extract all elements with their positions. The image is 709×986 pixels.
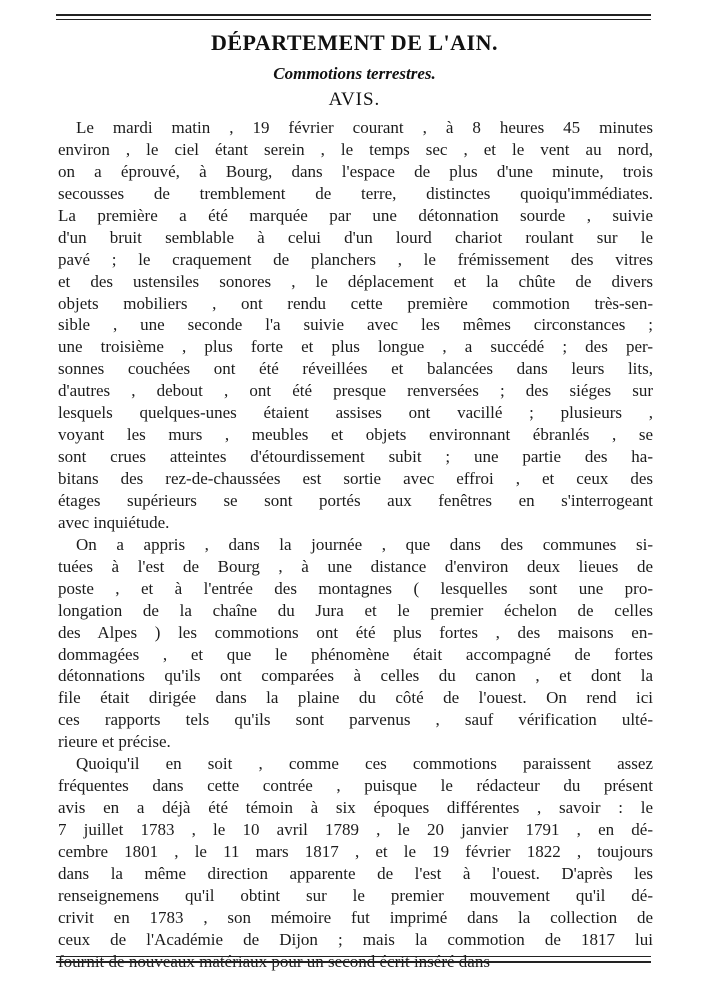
paragraph [58,117,653,534]
text-line: pavé ; le craquement de planchers , le frémissement des vitres [58,249,653,269]
text-line: objets mobiliers , ont rendu cette première commotion très-sen- [58,293,653,313]
text-line: rieure et précise. [58,732,171,752]
text-line: renseignemens qu'il obtint sur le premier mouvement qu'il dé- [58,885,653,905]
text-line: sont crues atteintes d'étourdissement subit ; une partie des ha- [58,447,653,467]
text-line: file était dirigée dans la plaine du côté de l'ouest. On rend ici [58,688,653,708]
top-rule [56,14,651,16]
text-line: 7 juillet 1783 , le 10 avril 1789 , le 20 janvier 1791 , en dé- [58,820,653,839]
text-line: ces rapports tels qu'ils sont parvenus , sauf vérification ulté- [58,710,653,730]
text-line: voyant les murs , meubles et objets environnant ébranlés , se [58,425,653,445]
text-line: Quoiqu'il en soit , comme ces commotions paraissent assez [76,754,653,774]
text-line: étages supérieurs se sont portés aux fenêtres en s'interrogeant [58,490,653,510]
text-line: avis en a déjà été témoin à six époques différentes , savoir : le [58,798,653,818]
text-line: sonnes couchées ont été réveillées et balancées dans leurs lits, [58,359,653,379]
text-line: longation de la chaîne du Jura et le premier échelon de celles [58,600,653,620]
text-line: tuées à l'est de Bourg , à une distance d'environ deux lieues de [58,556,653,576]
text-line: on a éprouvé, à Bourg, dans l'espace de plus d'une minute, trois [58,161,653,181]
text-line: secousses de tremblement de terre, distinctes quoiqu'immédiates. [58,183,653,203]
text-line: sible , une seconde l'a suivie avec les mêmes circonstances ; [58,315,653,335]
text-line: détonnations qu'ils ont comparées à celles du canon , et dont la [58,666,653,686]
text-line: Le mardi matin , 19 février courant , à 8 heures 45 minutes [76,118,653,137]
text-line: poste , et à l'entrée des montagnes ( lesquelles sont une pro- [58,578,653,598]
text-line: bitans des rez-de-chaussées est sortie avec effroi , et ceux des [58,469,653,488]
bottom-rule-thin [56,956,651,957]
text-line: environ , le ciel étant serein , le temps sec , et le vent au nord, [58,139,653,159]
text-line: une troisième , plus forte et plus longue , a succédé ; des per- [58,337,653,357]
text-line: dans la même direction apparente de l'est à l'ouest. D'après les [58,863,653,883]
text-line: crivit en 1783 , son mémoire fut imprimé dans la collection de [58,907,653,927]
text-line: dommagées , et que le phénomène était accompagné de fortes [58,644,653,664]
paragraph [58,534,653,753]
text-line: lesquels quelques-unes étaient assises ont vacillé ; plusieurs , [58,403,653,423]
department-title: DÉPARTEMENT DE L'AIN. [210,30,498,55]
text-line: fournit de nouveaux matériaux pour un second écrit inséré dans [58,951,490,971]
text-line: cembre 1801 , le 11 mars 1817 , et le 19 février 1822 , toujours [58,841,653,861]
text-line: des Alpes ) les commotions ont été plus fortes , des maisons en- [58,622,653,642]
paragraph [58,753,653,972]
section-subtitle: Commotions terrestres. [273,64,436,83]
notice-heading: AVIS. [328,89,381,110]
text-line: ceux de l'Académie de Dijon ; mais la commotion de 1817 lui [58,929,653,949]
text-line: d'un bruit semblable à celui d'un lourd chariot roulant sur le [58,227,653,247]
text-line: et des ustensiles sonores , le déplacement et la chûte de divers [58,271,653,291]
text-line: d'autres , debout , ont été presque renversées ; des siéges sur [58,381,653,401]
article-body [58,117,653,973]
text-line: avec inquiétude. [58,512,170,532]
top-rule-thin [56,19,651,20]
bottom-rule [56,961,651,963]
text-line: On a appris , dans la journée , que dans des communes si- [76,534,653,554]
text-line: fréquentes dans cette contrée , puisque le rédacteur du présent [58,776,653,796]
text-line: La première a été marquée par une détonnation sourde , suivie [58,205,653,225]
